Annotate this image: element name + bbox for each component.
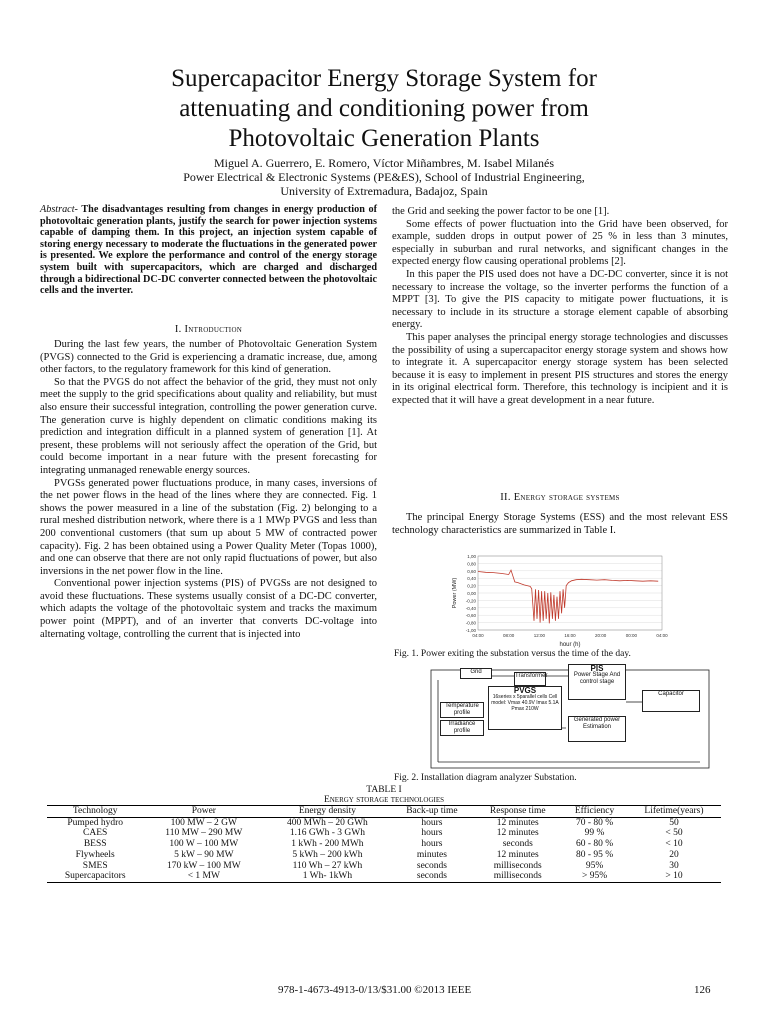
y-tick-label: 0,20	[467, 583, 476, 589]
footer-isbn: 978-1-4673-4913-0/13/$31.00 ©2013 IEEE	[278, 984, 472, 996]
table-row: Pumped hydro 100 MW – 2 GW 400 MWh – 20 GWh hours 12 minutes 70 - 80 % 50	[67, 817, 679, 828]
paragraph-continuation: the Grid and seeking the power factor to be one [1].	[392, 206, 610, 217]
y-tick-label: -1,00	[465, 628, 476, 633]
paragraph: The principal Energy Storage Systems (ESS) and the most relevant ESS technology characteristics are summarized in Table I.	[392, 512, 728, 536]
affiliation-line-1: Power Electrical & Electronic Systems (PE&ES), School of Industrial Engineering,	[183, 170, 585, 184]
x-tick-label: 16:00	[564, 633, 576, 638]
paragraph: During the last few years, the number of Photovoltaic Generation System (PVGS) connected to the Grid is experiencing a dramatic increase, due, among other factors, to the regulatory framework for this kind of generation.	[40, 339, 377, 376]
y-tick-label: 0,60	[467, 568, 476, 574]
table-row: SMES 170 kW – 100 MW 110 Wh – 27 kWh seconds milliseconds 95% 30	[82, 860, 679, 871]
introduction-body	[40, 339, 377, 641]
temperature-profile-block: Temperature profile	[440, 702, 484, 718]
fig1-caption: Fig. 1. Power exiting the substation versus the time of the day.	[394, 649, 631, 659]
table-row: CAES 110 MW – 290 MW 1.16 GWh - 3 GWh hours 12 minutes 99 % < 50	[83, 828, 683, 839]
x-tick-label: 00:00	[625, 633, 637, 638]
table-header-row	[47, 806, 721, 818]
x-tick-label: 04:00	[656, 633, 668, 638]
paragraph: Conventional power injection systems (PIS) of PVGSs are not designed to avoid these fluctuations. These systems usually consist of a DC-DC converter, which adapts the voltage of the photovoltaic system and tracks the maximum power point (MPPT), and of an inverter that converts DC-voltage into alternating voltage, controlling the current that is injected into	[40, 578, 377, 640]
column-header: Back-up time	[406, 806, 458, 816]
column-header: Response time	[489, 806, 546, 816]
paragraph: In this paper the PIS used does not have a DC-DC converter, since it is not necessary to increase the voltage, so the inverter performs the function of a MPPT [3]. To give the PIS capacity to mitigate power fluctuations, it is necessary to include in its structure a storage element capable of absorbing energy.	[392, 268, 728, 331]
affiliation-line-2: University of Extremadura, Badajoz, Spain	[280, 184, 488, 198]
column-header: Power	[191, 806, 216, 816]
pis-block: PIS Power Stage And control stage	[568, 664, 626, 700]
column-header: Energy density	[298, 806, 356, 816]
page-number: 126	[694, 984, 711, 996]
energy-storage-table	[47, 805, 721, 883]
table-title: Energy storage technologies	[323, 795, 445, 805]
table-row: BESS 100 W – 100 MW 1 kWh - 200 MWh hours seconds 60 - 80 % < 10	[83, 839, 683, 850]
table-heading	[40, 785, 728, 805]
abstract	[40, 204, 377, 297]
paragraph: So that the PVGS do not affect the behavior of the grid, they must not only meet the supply to the grid specifications about quality and reliability, but must also ensure their successful integration, controlling the power generation curve. The generation curve is highly dependent on climatic conditions making its prediction and integration difficult in a planned system of generation [1]. At present, these problems will not seriously affect the operation of the Grid, but could become important in a near future with the present forecasting for integrating unmanaged renewable energy sources.	[40, 376, 377, 476]
y-axis-label: Power (MW)	[452, 577, 458, 609]
author-block	[60, 156, 708, 198]
table-label: TABLE I	[366, 785, 402, 795]
paragraph: Some effects of power fluctuation into the Grid have been observed, for example, sudden drops in output power of 25 % in less than 3 minutes, especially in suburban and rural networks, and significant changes in the expected energy flow causing operational problems [2].	[392, 218, 728, 268]
irradiance-profile-block: Irradiance profile	[440, 720, 484, 736]
abstract-text: The disadvantages resulting from changes in energy production of photovoltaic generation plants, justify the search for power injection systems capable of damping them. In this project, an injection system capable of storing energy necessary to moderate the fluctuations in the generated power is presented. We explore the performance and control of the energy storage system built with supercapacitors, which are charged and discharged through a bidirectional DC-DC converter connected between the photovoltaic cells and the inverter.	[40, 204, 377, 297]
fig1-power-chart	[450, 552, 670, 648]
transformer-block: Transformer	[514, 672, 546, 686]
section-heading-introduction: I. Introduction	[174, 324, 243, 335]
x-tick-label: 12:00	[533, 633, 545, 638]
column-header: Technology	[72, 806, 118, 816]
y-tick-label: -0,40	[465, 605, 476, 611]
y-tick-label: -0,20	[465, 598, 476, 604]
column-header: Lifetime(years)	[644, 806, 704, 816]
paragraph: This paper analyses the principal energy storage technologies and discusses the possibility of using a supercapacitor energy storage system and shows how to integrate it. A supercapacitor energy storage system has been selected because it is easy to implement in present PIS structures and stores the energy in its original electrical form. Therefore, this technology is incipient and it is expected that it will have a great development in a near future.	[392, 331, 728, 406]
pvgs-block: PVGS 16series x 5parallel cells Cell model: Vmax 40.9V Imax 5.1A Pmax 210W	[488, 686, 562, 730]
y-tick-label: 0,80	[467, 561, 476, 567]
column-header: Efficiency	[574, 806, 615, 816]
table-row: Flywheels 5 kW – 90 MW 5 kWh – 200 kWh minutes 12 minutes 80 - 95 % 20	[75, 849, 679, 860]
grid-block: Grid	[460, 668, 492, 679]
y-tick-label: 1,00	[467, 554, 476, 559]
energy-storage-body	[392, 512, 728, 537]
authors: Miguel A. Guerrero, E. Romero, Víctor Miñambres, M. Isabel Milanés	[213, 156, 555, 170]
fig2-caption: Fig. 2. Installation diagram analyzer Substation.	[394, 773, 577, 783]
generated-power-block: Generated power Estimation	[568, 716, 626, 742]
section-heading-energy-storage: II. Energy storage systems	[500, 492, 620, 503]
paragraph: PVGSs generated power fluctuations produce, in many cases, inversions of the net power flows in the head of the lines where they are connected. Fig. 1 shows the power measured in a line of the substation (Fig. 2) belonging to a rural meshed distribution network, where there is a 1 MWp PVGS and less than 200 conventional customers (that sum up about 5 MW of contracted power capacity). Fig. 2 has been obtained using a Power Quality Meter (Topas 1000), and one can observe that there are not only rapid fluctuations of power, but also inversions in the net power flow in the line.	[40, 477, 377, 577]
right-column-body	[392, 206, 728, 408]
table-row: Supercapacitors < 1 MW 1 Wh- 1kWh seconds milliseconds > 95% > 10	[47, 871, 721, 882]
x-tick-label: 04:00	[472, 633, 484, 638]
x-tick-label: 20:00	[595, 633, 607, 638]
y-tick-label: 0,00	[467, 591, 476, 596]
paper-title: Supercapacitor Energy Storage System for attenuating and conditioning power from Photovoltaic Generation Plants	[171, 65, 597, 152]
fig2-diagram	[430, 662, 710, 770]
abstract-label: Abstract-	[40, 204, 78, 215]
y-tick-label: -0,80	[465, 620, 476, 626]
y-tick-label: -0,60	[465, 613, 476, 619]
y-tick-label: 0,40	[467, 576, 476, 582]
x-tick-label: 08:00	[503, 633, 515, 638]
x-axis-label: hour (h)	[559, 642, 581, 648]
capacitor-block: Capacitor	[642, 690, 700, 712]
